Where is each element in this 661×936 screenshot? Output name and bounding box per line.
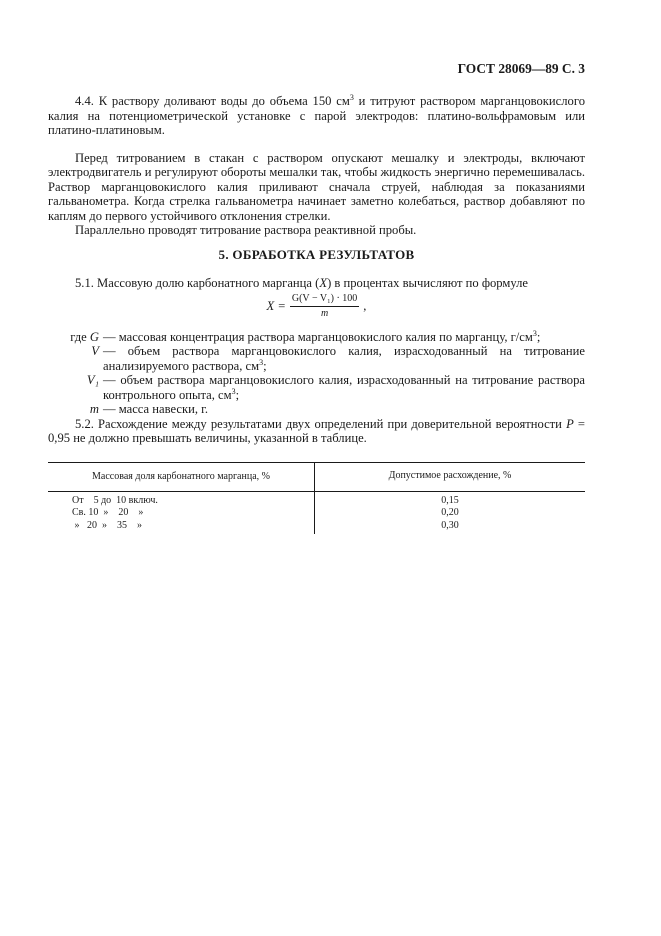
superscript: 3 bbox=[349, 92, 354, 102]
definition-symbol bbox=[48, 344, 103, 373]
variable: X bbox=[319, 276, 328, 290]
superscript: 3 bbox=[231, 386, 236, 396]
text: — объем раствора марганцовокислого калия, израсходованный на титрование раствора контрольного опыта, см bbox=[103, 373, 585, 402]
definition-variable: m bbox=[89, 402, 99, 416]
definition-row bbox=[48, 373, 585, 402]
table-cell-value: 0,15 bbox=[441, 494, 459, 506]
formula-tail: , bbox=[363, 298, 367, 313]
superscript: 3 bbox=[532, 328, 537, 338]
text: ; bbox=[235, 387, 240, 402]
superscript: 3 bbox=[259, 357, 264, 367]
table-cell-value: 0,20 bbox=[441, 507, 459, 518]
table-column-range bbox=[48, 492, 315, 535]
definition-variable: V₁ bbox=[86, 373, 99, 387]
definition-text bbox=[103, 344, 585, 373]
definition-row bbox=[48, 344, 585, 373]
formula-lhs: X = bbox=[266, 298, 286, 313]
definition-variable: G bbox=[89, 329, 99, 344]
definition-symbol bbox=[48, 402, 103, 417]
formula-numerator: G(V − V₁) · 100 bbox=[290, 293, 359, 307]
definitions-list bbox=[48, 330, 585, 417]
table-body bbox=[48, 492, 585, 535]
text: — массовая концентрация раствора марганцовокислого калия по марганцу, г/см bbox=[103, 329, 533, 344]
text: ; bbox=[536, 329, 541, 344]
definition-text bbox=[103, 330, 585, 345]
formula-denominator: m bbox=[320, 307, 329, 319]
text: ; bbox=[263, 358, 267, 373]
paragraph-5-1 bbox=[48, 276, 585, 291]
document-body bbox=[48, 94, 585, 534]
table-header-cell: Допустимое расхождение, % bbox=[388, 470, 512, 482]
text: 5.2. Расхождение между результатами двух определений при доверительной вероятности bbox=[75, 416, 567, 431]
text: — масса навески, г. bbox=[103, 402, 209, 416]
section-title: 5. ОБРАБОТКА РЕЗУЛЬТАТОВ bbox=[218, 246, 415, 262]
table-cell-range: От 5 до 10 включ. bbox=[72, 494, 158, 506]
definition-row bbox=[48, 402, 585, 417]
text: = 0,95 не должно превышать величины, указанной в таблице. bbox=[48, 416, 585, 445]
page-header: ГОСТ 28069—89 С. 3 bbox=[457, 61, 585, 76]
text: 5.1. Массовую долю карбонатного марганца ( bbox=[75, 276, 320, 290]
variable: P bbox=[566, 416, 574, 431]
table-cell-value: 0,30 bbox=[441, 519, 459, 531]
definition-text bbox=[103, 373, 585, 402]
paragraph-titration: Перед титрованием в стакан с раствором опускают мешалку и электроды, включают электродвигатель и регулируют обороты мешалки так, чтобы жидкость энергично перемешивалась. Раствор марганцовокислого калия приливают сначала струей, наблюдая за показаниями гальванометра. Когда стрелка гальванометра начинает заметно колебаться, раствор добавляют по каплям до первого устойчивого отклонения стрелки. bbox=[48, 150, 585, 223]
text: ) в процентах вычисляют по формуле bbox=[327, 276, 528, 290]
formula bbox=[48, 293, 585, 320]
table-header-cell: Массовая доля карбонатного марганца, % bbox=[48, 463, 315, 491]
table-header bbox=[48, 462, 585, 492]
table-cell-range: » 20 » 35 » bbox=[72, 519, 142, 531]
definition-text bbox=[103, 402, 585, 417]
formula-fraction bbox=[290, 293, 359, 320]
paragraph-4-4 bbox=[48, 94, 585, 138]
paragraph-5-2 bbox=[48, 417, 585, 446]
definition-lead: где bbox=[70, 329, 87, 344]
definition-symbol bbox=[48, 330, 103, 345]
table-cell-range: Св. 10 » 20 » bbox=[72, 507, 144, 518]
table-column-value bbox=[315, 492, 585, 535]
paragraph-blank: Параллельно проводят титрование раствора реактивной пробы. bbox=[75, 223, 417, 237]
text: — объем раствора марганцовокислого калия, израсходованный на титрование анализируемого раствора, см bbox=[103, 344, 585, 373]
definition-variable: V bbox=[91, 344, 99, 358]
text: и титруют раствором марганцовокислого калия на потенциометрической установке с парой электродов: платино-вольфрамовым или платино-платиновым. bbox=[48, 94, 585, 137]
tolerance-table bbox=[48, 462, 585, 535]
definition-symbol bbox=[48, 373, 103, 402]
definition-row bbox=[48, 330, 585, 345]
text: 4.4. К раствору доливают воды до объема 150 см bbox=[75, 94, 350, 108]
